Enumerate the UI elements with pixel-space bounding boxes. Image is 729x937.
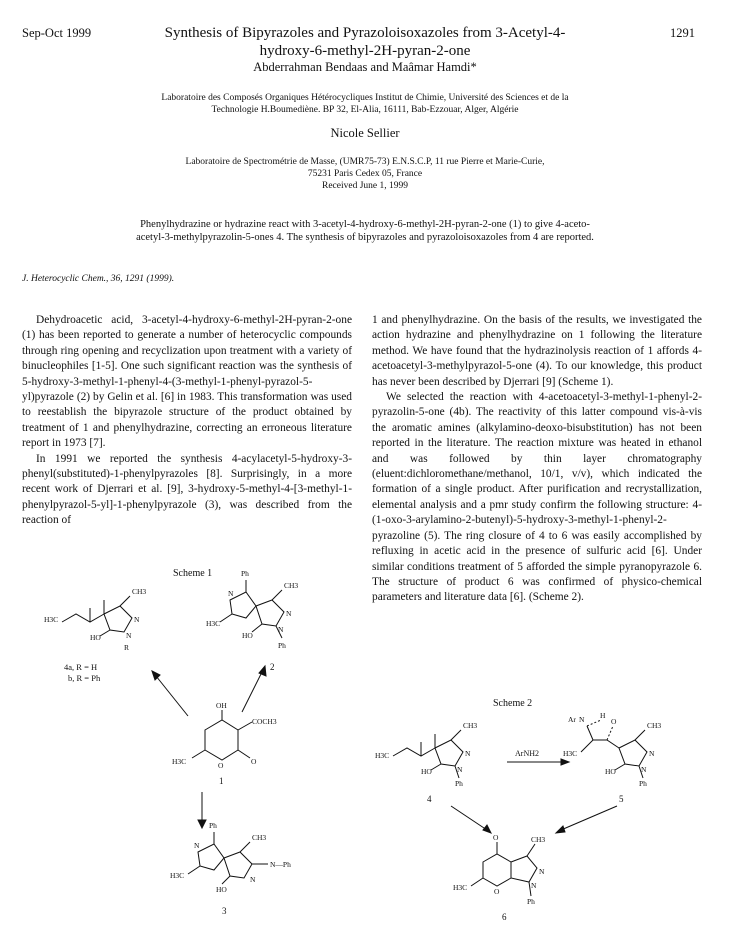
scheme1-4-r: R: [124, 643, 130, 652]
body-left-column: [22, 313, 352, 529]
abstract-line-1: Phenylhydrazine or hydrazine react with 3-acetyl-4-hydroxy-6-methyl-2H-pyran-2-one (1) to give 4-aceto-: [140, 219, 590, 230]
page-number: 1291: [670, 26, 695, 40]
scheme2-4-ch3: CH3: [463, 721, 478, 730]
scheme2-pyrazole-4: [435, 740, 463, 766]
scheme1-pyrazole-3a: [198, 844, 224, 870]
scheme1-2-ph: Ph: [278, 641, 286, 650]
scheme1-1-o-ring: O: [218, 761, 224, 770]
scheme1-pyranone-1: [205, 720, 238, 760]
scheme1-3-n2: N: [250, 875, 256, 884]
scheme1-label: Scheme 1: [173, 568, 213, 579]
affiliation-1-line-2: Technologie H.Boumediène. BP 32, El-Alia, 16111, Bab-Ezzouar, Alger, Algérie: [211, 105, 519, 115]
abstract-line-2: acetyl-3-methylpyrazolin-5-ones 4. The synthesis of bipyrazoles and pyrazoloisoxazoles from 4 are reported.: [136, 232, 594, 243]
scheme2-5-n: N: [579, 715, 585, 724]
scheme1-3-ph-top: Ph: [209, 821, 217, 830]
scheme2-5-n1: N: [649, 749, 655, 758]
scheme1-3-h3c: H3C: [170, 871, 185, 880]
body-right-column: [372, 313, 702, 606]
scheme2-6-n2: N: [531, 881, 537, 890]
scheme1-4-n2: N: [126, 631, 132, 640]
scheme2-4-ho: HO: [421, 767, 432, 776]
scheme2-label-6: 6: [502, 912, 507, 922]
scheme1-2-n2: N: [278, 625, 284, 634]
scheme1-chain-4: [62, 614, 104, 622]
scheme1-2-n-top: N: [228, 589, 234, 598]
scheme1-label-1: 1: [219, 776, 224, 786]
scheme1-1-coch3: COCH3: [252, 717, 277, 726]
scheme2-chain-4: [393, 748, 435, 756]
scheme1-arrow-to-2: [242, 672, 262, 712]
scheme1-3-ho: HO: [216, 885, 227, 894]
citation: J. Heterocyclic Chem., 36, 1291 (1999).: [22, 274, 175, 284]
scheme1-label-3: 3: [222, 906, 227, 916]
scheme2-4-h3c: H3C: [375, 751, 390, 760]
scheme1-4-ho: HO: [90, 633, 101, 642]
scheme2-reagent: ArNH2: [515, 749, 539, 758]
scheme-2: [365, 690, 725, 930]
scheme2-6-o-carbonyl: O: [493, 833, 499, 842]
scheme1-3-ch3: CH3: [252, 833, 267, 842]
scheme2-label-4: 4: [427, 794, 432, 804]
scheme2-arrow-5-to-6: [561, 806, 617, 830]
scheme1-pyrazole-4: [104, 606, 132, 632]
authors: Abderrahman Bendaas and Maâmar Hamdi*: [253, 60, 477, 74]
scheme2-5-ch3: CH3: [647, 721, 662, 730]
scheme1-4-ch3: CH3: [132, 587, 147, 596]
scheme2-pyranone-6: [483, 854, 511, 886]
received-date: Received June 1, 1999: [321, 181, 408, 191]
scheme1-1-oh: OH: [216, 701, 227, 710]
affiliation-2-line-1: Laboratoire de Spectrométrie de Masse, (UMR75-73) E.N.S.C.P, 11 rue Pierre et Marie-Curie,: [185, 157, 545, 167]
left-paragraph-2: In 1991 we reported the synthesis 4-acylacetyl-5-hydroxy-3-phenyl(substituted)-1-phenylpyrazoles [8]. Surprisingly, in a more recent work of Djerrari et al. [9], 3-hydroxy-5-methyl-4-[3-methyl-1-phenylpyrazol-5-yl]-1-phenylpyrazole (3), was described from the reaction of: [22, 452, 352, 527]
scheme1-2-ch3: CH3: [284, 581, 299, 590]
scheme2-pyrazole-6: [511, 856, 537, 882]
article-title: [120, 24, 610, 60]
scheme2-pyrazole-5: [619, 740, 647, 766]
scheme1-4-h3c: H3C: [44, 615, 59, 624]
scheme2-5-ar: Ar: [568, 715, 576, 724]
journal-date: Sep-Oct 1999: [22, 26, 92, 40]
scheme2-chain-5: [581, 740, 619, 752]
scheme2-6-h3c: H3C: [453, 883, 468, 892]
scheme1-arrow-to-4: [156, 676, 188, 716]
scheme2-4-ph: Ph: [455, 779, 463, 788]
scheme1-label-4a: 4a, R = H: [64, 662, 98, 672]
affiliation-2-line-2: 75231 Paris Cedex 05, France: [307, 169, 423, 179]
scheme2-6-ph: Ph: [527, 897, 535, 906]
scheme2-label: Scheme 2: [493, 698, 533, 709]
scheme1-label-4b: b, R = Ph: [68, 673, 101, 683]
scheme1-3-n-top: N: [194, 841, 200, 850]
scheme2-5-h: H: [600, 711, 606, 720]
scheme2-5-n2: N: [641, 765, 647, 774]
scheme1-2-h3c: H3C: [206, 619, 221, 628]
scheme1-pyrazole-3b: [224, 852, 252, 878]
scheme1-pyrazole-2b: [256, 600, 284, 626]
scheme2-label-5: 5: [619, 794, 624, 804]
scheme1-1-o-carbonyl: O: [251, 757, 257, 766]
scheme1-4-n1: N: [134, 615, 140, 624]
title-line-1: Synthesis of Bipyrazoles and Pyrazoloisoxazoles from 3-Acetyl-4-: [164, 25, 566, 41]
affiliation-1: [110, 92, 620, 116]
abstract: [70, 218, 660, 244]
title-line-2: hydroxy-6-methyl-2H-pyran-2-one: [259, 43, 471, 59]
scheme2-4-n1: N: [465, 749, 471, 758]
scheme2-4-n2: N: [457, 765, 463, 774]
scheme2-5-h3c: H3C: [563, 749, 578, 758]
scheme2-5-ho: HO: [605, 767, 616, 776]
right-paragraph-2: We selected the reaction with 4-acetoacetyl-3-methyl-1-phenyl-2-pyrazolin-5-one (4b). The reactivity of this latter compound vis-à-vis the aromatic amines (alkylamino-deoxo-bisubstitution) has not been reported in the literature. The reaction mixture was heated in ethanol and was followed by thin layer chromatography (eluent:dichloromethane/methanol, 10/1, v/v), which indicated the formation of a single product. After purification and recrystallization, elemental analysis and a pmr study confirm the following structure: 4-(1-oxo-3-arylamino-2-butenyl)-5-hydroxy-3-methyl-1-phenyl-2-pyrazoline (5). The ring closure of 4 to 6 was easily accomplished by refluxing in acetic acid in the presence of sulfuric acid [6]. Under similar conditions treatment of 5 afforded the simple pyranopyrazole 6. The structure of product 6 was confirmed of physico-chemical parameters and literature data [6]. (Scheme 2).: [372, 391, 702, 604]
scheme2-5-ph: Ph: [639, 779, 647, 788]
scheme1-1-h3c: H3C: [172, 757, 187, 766]
scheme1-2-n1: N: [286, 609, 292, 618]
scheme2-6-ch3: CH3: [531, 835, 546, 844]
scheme1-label-2: 2: [270, 662, 275, 672]
scheme1-2-ph-top: Ph: [241, 569, 249, 578]
scheme2-6-n1: N: [539, 867, 545, 876]
affiliation-1-line-1: Laboratoire des Composés Organiques Hétérocycliques Institut de Chimie, Université des Sciences et de la: [161, 93, 569, 103]
scheme1-2-ho: HO: [242, 631, 253, 640]
scheme1-pyrazole-2a: [230, 592, 256, 618]
scheme-1: [20, 560, 365, 930]
scheme2-arrow-4-to-6: [451, 806, 487, 830]
affiliation-2: [110, 156, 620, 192]
second-author: Nicole Sellier: [330, 126, 400, 140]
scheme2-5-o: O: [611, 717, 617, 726]
left-paragraph-1: Dehydroacetic acid, 3-acetyl-4-hydroxy-6-methyl-2H-pyran-2-one (1) has been reported to generate a number of heterocyclic compounds through ring opening and recyclization upon treatment with a variety of binucleophiles [1-5]. One such significant reaction was the synthesis of 5-hydroxy-3-methyl-1-phenyl-4-(3-methyl-1-phenyl-pyrazol-5-yl)pyrazole (2) by Gelin et al. [6] in 1983. This transformation was used to reestablish the bipyrazole structure of the product obtained by treatment of 1 and phenylhydrazine, correcting an erroneous literature report in 1973 [7].: [22, 314, 352, 450]
scheme1-3-nph: N—Ph: [270, 860, 291, 869]
right-paragraph-1: 1 and phenylhydrazine. On the basis of the results, we investigated the action hydrazine and phenylhydrazine on 1 following the literature method. We have found that the hydrazinolysis reaction of 1 affords 4-acetoacetyl-3-methylpyrazol-5-one (4). To our knowledge, this product has never been described by Djerrari [9] (Scheme 1).: [372, 314, 702, 388]
scheme2-6-o-ring: O: [494, 887, 500, 896]
